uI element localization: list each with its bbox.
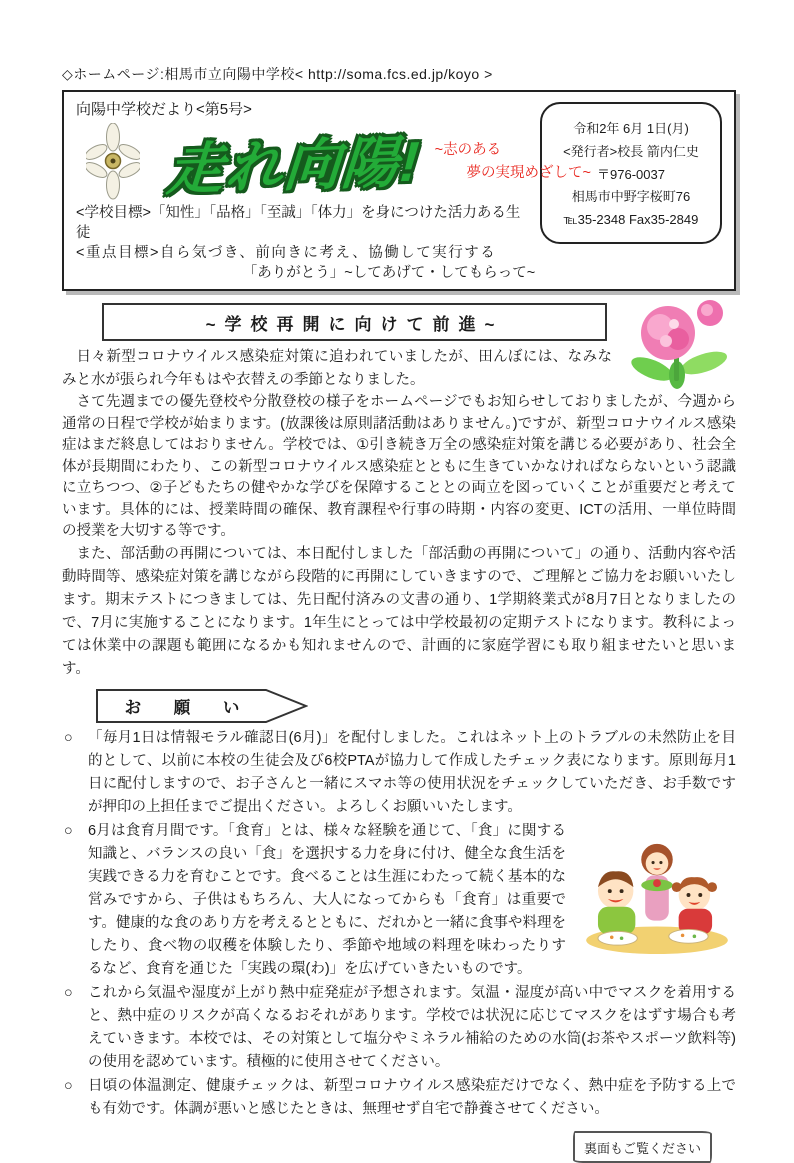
issue-date: 令和2年 6月 1日(月)	[573, 121, 689, 136]
request-banner	[96, 689, 308, 723]
circle-bullet-icon: ○	[64, 984, 73, 1001]
circle-bullet-icon: ○	[64, 822, 73, 839]
list-item	[62, 820, 736, 981]
section-body	[62, 346, 736, 681]
section-title: ~学校再開に向けて前進~	[102, 303, 607, 341]
circle-bullet-icon: ○	[64, 1077, 73, 1094]
title-row	[76, 121, 592, 203]
list-item	[62, 1075, 736, 1121]
homepage-url-line: ◇ホームページ:相馬市立向陽中学校< http://soma.fcs.ed.jp/koyo >	[62, 66, 493, 82]
goal-priority: <重点目標>自ら気づき、前向きに考え、協働して実行する	[76, 245, 497, 261]
issuer-name: <発行者>校長 箭内仁史	[563, 143, 699, 159]
list-item	[62, 727, 736, 819]
postal-code: 〒976-0037	[597, 166, 665, 182]
tel-fax: ℡35-2348 Fax35-2849	[563, 212, 699, 227]
paragraph: 日々新型コロナウイルス感染症対策に追われていましたが、田んぼには、なみなみと水が張られ今年もはや衣替えの季節となりました。	[62, 349, 612, 388]
slogan-line1: ~志のある	[434, 141, 502, 158]
school-address: 相馬市中野字桜町76	[571, 189, 691, 205]
paragraph: また、部活動の再開については、本日配付しました「部活動の再開について」の通り、活動内容や活動時間等、感染症対策を講じながら段階的に再開にしていきますので、ご理解とご協力をお願いいたします。期末テストにつきましては、先日配付済みの文書の通り、1学期終業式が8月7日となりましたので、7月に実施することになります。1年生にとっては中学校最初の定期テストになります。教科によっては休業中の課題も範囲になるかも知れませんので、計画的に家庭学習にも取り組ませたいと思います。	[62, 545, 736, 677]
request-text: 6月は食育月間です。「食育」とは、様々な経験を通じて、「食」に関する知識と、バランスの良い「食」を選択する力を身に付け、健全な食生活を実践できる力を育むことです。食べることは生涯にわたって続く基本的な営みですから、子供はもちろん、大人になってからも「食育」は重要です。健康的な食のあり方を考えるとともに、だれかと一緒に食事や料理をしたり、食べ物の収穫を体験したり、季節や地域の料理を味わったりするなど、食育を通じた「実践の環(わ)」を広げていきたいものです。	[88, 822, 566, 977]
pink-peony-icon	[622, 297, 734, 389]
request-banner-label: お 願 い	[124, 698, 254, 717]
request-text: これから気温や湿度が上がり熱中症発症が予想されます。気温・湿度が高い中でマスクを着用すると、熱中症のリスクが高くなるおそれがあります。学校では状況に応じてマスクをはずす場合も考えていきます。本校では、その対策として塩分やミネラル補給のための水筒(お茶やスポーツ飲料等)の使用を認めています。積極的に使用させてください。	[88, 984, 736, 1070]
request-text: 日頃の体温測定、健康チェックは、新型コロナウイルス感染症だけでなく、熱中症を予防する上でも有効です。体調が悪いと感じたときは、無理せず自宅で静養させてください。	[88, 1077, 736, 1117]
request-list	[62, 727, 736, 1121]
newsletter-name: 向陽中学校だより<第5号>	[76, 101, 252, 118]
circle-bullet-icon: ○	[64, 729, 73, 746]
goal-thanks: 「ありがとう」~してあげて・してもらって~	[242, 265, 536, 281]
back-page-note: 裏面もご覧ください	[573, 1131, 712, 1163]
list-item	[62, 982, 736, 1074]
paragraph: さて先週までの優先登校や分散登校の様子をホームページでもお知らせしておりましたが、今週から通常の日程で学校が始まります。(放課後は原則諸活動はありません。)ですが、新型コロナウイルス感染症はまだ終息してはおりません。学校では、①引き続き万全の感染症対策を講じる必要があり、社会全体が長期間にわたり、この新型コロナウイルス感染症とともに生きていかなければならないという認識に立ちつつ、②子どもたちの健やかな学びを保障することとの両立を図っていくことが重要だと考えています。具体的には、授業時間の確保、教育課程や行事の時期・内容の変更、ICTの活用、一単位時間の授業を大切する等です。	[62, 394, 736, 539]
white-flower-emblem-icon	[86, 123, 140, 201]
masthead-banner	[62, 90, 736, 291]
goal-school: <学校目標>「知性」「品格」「至誠」「体力」を身につけた活力ある生徒	[76, 205, 521, 241]
footer-row	[62, 1131, 712, 1163]
family-eating-icon	[578, 834, 736, 956]
slogan	[435, 139, 591, 185]
main-title: 走れ向陽!	[165, 129, 424, 202]
section-reopening	[62, 303, 736, 681]
slogan-line2: 夢の実現めざして~	[466, 165, 592, 181]
request-text: 「毎月1日は情報モラル確認日(6月)」を配付しました。これはネット上のトラブルの未然防止を目的として、以前に本校の生徒会及び6校PTAが協力して作成したチェック表になります。原則毎月1日に配付しますので、お子さんと一緒にスマホ等の使用状況をチェックしていただき、お手数ですが押印の上担任までご提出ください。よろしくお願いいたします。	[88, 729, 736, 815]
